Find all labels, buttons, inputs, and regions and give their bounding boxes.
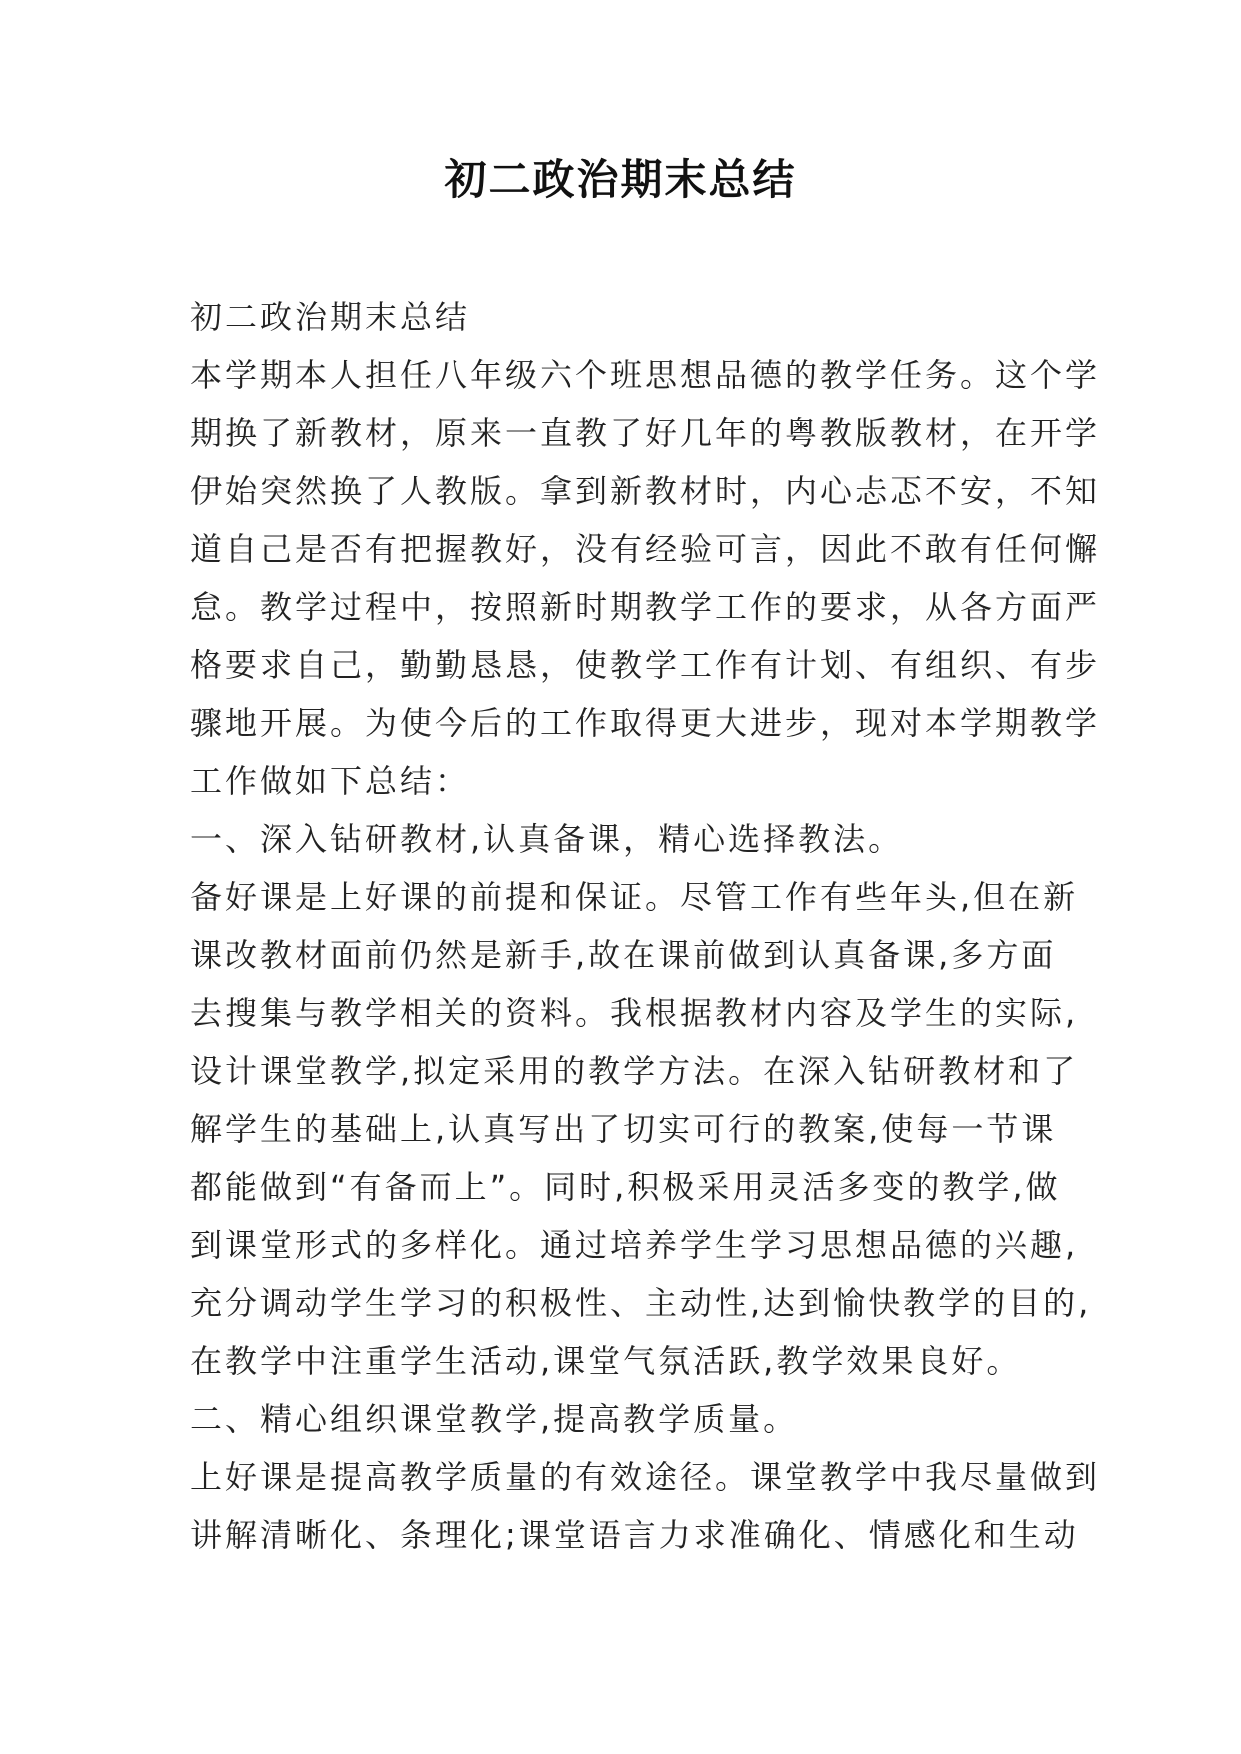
- body-line: 到课堂形式的多样化。通过培养学生学习思想品德的兴趣,: [190, 1226, 1079, 1264]
- body-line: 解学生的基础上,认真写出了切实可行的教案,使每一节课: [190, 1110, 1057, 1148]
- body-line: 在教学中注重学生活动,课堂气氛活跃,教学效果良好。: [190, 1342, 1022, 1380]
- section-heading: 一、深入钻研教材,认真备课，精心选择教法。: [190, 820, 904, 858]
- body-line: 怠。教学过程中，按照新时期教学工作的要求，从各方面严: [190, 588, 1101, 626]
- document-body: [190, 288, 1101, 1564]
- body-line: 骤地开展。为使今后的工作取得更大进步，现对本学期教学: [190, 704, 1101, 742]
- body-line: 工作做如下总结：: [190, 762, 471, 800]
- body-line: 设计课堂教学,拟定采用的教学方法。在深入钻研教材和了: [190, 1052, 1079, 1090]
- body-line: 备好课是上好课的前提和保证。尽管工作有些年头,但在新: [190, 878, 1079, 916]
- body-line: 课改教材面前仍然是新手,故在课前做到认真备课,多方面: [190, 936, 1057, 974]
- body-line: 去搜集与教学相关的资料。我根据教材内容及学生的实际,: [190, 994, 1079, 1032]
- body-line: 道自己是否有把握教好，没有经验可言，因此不敢有任何懈: [190, 530, 1101, 568]
- body-line: 期换了新教材，原来一直教了好几年的粤教版教材，在开学: [190, 414, 1101, 452]
- body-line: 初二政治期末总结: [190, 298, 471, 336]
- body-line: 格要求自己，勤勤恳恳，使教学工作有计划、有组织、有步: [190, 646, 1101, 684]
- body-line: 伊始突然换了人教版。拿到新教材时，内心忐忑不安，不知: [190, 472, 1101, 510]
- body-line: 本学期本人担任八年级六个班思想品德的教学任务。这个学: [190, 356, 1101, 394]
- body-line: 都能做到“有备而上”。同时,积极采用灵活多变的教学,做: [190, 1168, 1061, 1206]
- body-line: 讲解清晰化、条理化;课堂语言力求准确化、情感化和生动: [190, 1516, 1079, 1554]
- section-heading: 二、精心组织课堂教学,提高教学质量。: [190, 1400, 799, 1438]
- body-line: 充分调动学生学习的积极性、主动性,达到愉快教学的目的,: [190, 1284, 1092, 1322]
- body-line: 上好课是提高教学质量的有效途径。课堂教学中我尽量做到: [190, 1458, 1101, 1496]
- document-title: 初二政治期末总结: [444, 155, 797, 204]
